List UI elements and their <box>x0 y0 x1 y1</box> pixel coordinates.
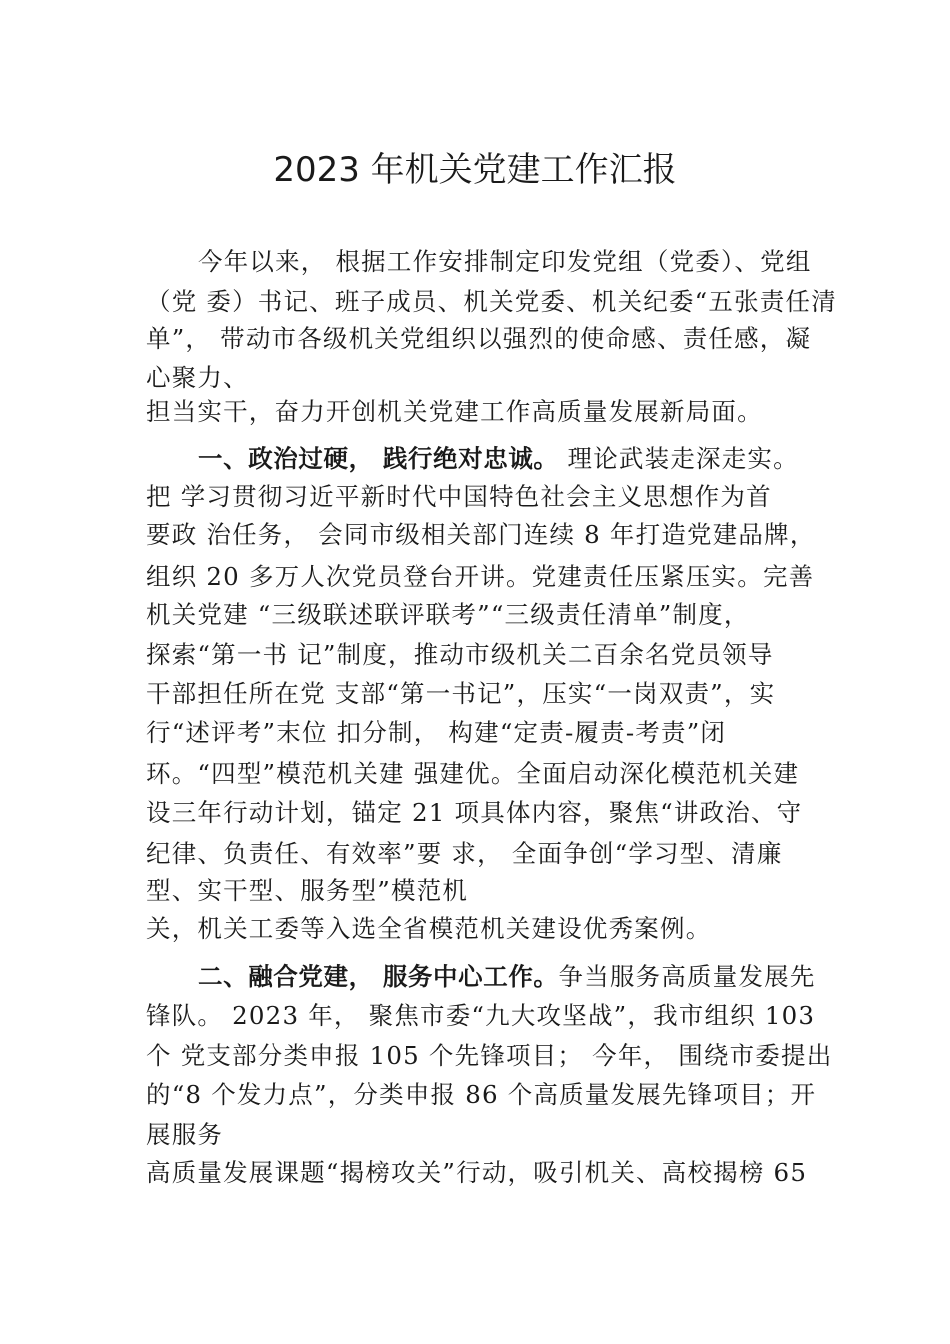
paragraph-line: 关，机关工委等入选全省模范机关建设优秀案例。 <box>146 914 712 943</box>
paragraph-line: 个 党支部分类申报 105 个先锋项目； 今年， 围绕市委提出 <box>146 1041 833 1070</box>
section-heading-line <box>198 960 816 994</box>
paragraph-line: 把 学习贯彻习近平新时代中国特色社会主义思想作为首 <box>146 482 772 511</box>
paragraph-text: 争当服务高质量发展先 <box>558 962 816 991</box>
paragraph-line: 纪律、负责任、有效率”要 求， 全面争创“学习型、清廉 <box>146 839 783 868</box>
paragraph-line: 心聚力、 <box>146 363 249 392</box>
paragraph-text: 理论武装走深走实。 <box>558 444 799 473</box>
paragraph-line: 组织 20 多万人次党员登台开讲。党建责任压紧压实。完善 <box>146 562 815 591</box>
section-heading: 二、融合党建， 服务中心工作。 <box>198 962 559 991</box>
paragraph-line: 今年以来， 根据工作安排制定印发党组（党委）、党组 <box>198 247 812 276</box>
paragraph-line: 环。“四型”模范机关建 强建优。全面启动深化模范机关建 <box>146 759 800 788</box>
paragraph-line: 高质量发展课题“揭榜攻关”行动，吸引机关、高校揭榜 65 <box>146 1158 808 1187</box>
paragraph-line: 设三年行动计划，锚定 21 项具体内容，聚焦“讲政治、守 <box>146 798 803 827</box>
paragraph-line: 要政 治任务， 会同市级相关部门连续 8 年打造党建品牌， <box>146 520 816 549</box>
paragraph-line: 机关党建 “三级联述联评联考”“三级责任清单”制度， <box>146 600 750 629</box>
paragraph-line: 展服务 <box>146 1120 224 1149</box>
section-heading: 一、政治过硬， 践行绝对忠诚。 <box>198 444 559 473</box>
paragraph-line: 干部担任所在党 支部“第一书记”，压实“一岗双责”，实 <box>146 679 776 708</box>
paragraph-line: 型、实干型、服务型”模范机 <box>146 876 469 905</box>
paragraph-line: 探索“第一书 记”制度，推动市级机关二百余名党员领导 <box>146 640 774 669</box>
paragraph-line: 的“8 个发力点”，分类申报 86 个高质量发展先锋项目；开 <box>146 1080 817 1109</box>
paragraph-line: 锋队。 2023 年， 聚焦市委“九大攻坚战”，我市组织 103 <box>146 1001 816 1030</box>
paragraph-line: 担当实干，奋力开创机关党建工作高质量发展新局面。 <box>146 397 763 426</box>
document-title: 2023 年机关党建工作汇报 <box>273 150 677 190</box>
paragraph-line: （党 委）书记、班子成员、机关党委、机关纪委“五张责任清 <box>146 287 837 316</box>
section-heading-line <box>198 442 799 476</box>
paragraph-line: 行“述评考”末位 扣分制， 构建“定责-履责-考责”闭 <box>146 718 727 747</box>
paragraph-line: 单”， 带动市各级机关党组织以强烈的使命感、责任感，凝 <box>146 324 812 353</box>
